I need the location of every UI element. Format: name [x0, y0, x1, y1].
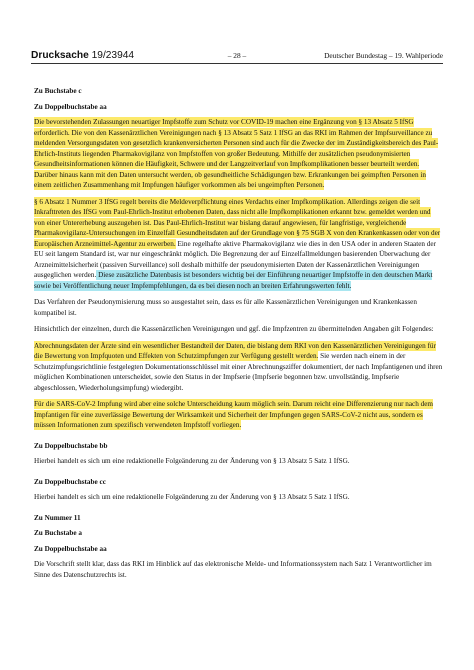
- page-header: [31, 49, 443, 64]
- plain-text: Sie werden nach einem in der Schutzimpfungsrichtlinie festgelegten Dokumentationsschlüssel mit einer Abrechnungsziffer dokumentiert, der nach Impfantigenen und ihren möglichen Kombinationen unterscheidet, sowie den Status in der Impfserie (Impfserie begonnen bzw. unvollständig, Impfserie abgeschlossen, Wiederholungsimpfung) wiedergibt.: [34, 352, 443, 392]
- plain-text: Eine regelhafte aktive Pharmakovigilanz wie dies in den USA oder in anderen Staaten der EU seit langem Standard ist, war nur eingeschränkt möglich. Die Begrenzung der auf Einzelfallmeldungen basierenden Überwachung der Arzneimittelsicherheit (passiven Surveillance) soll deshalb mithilfe der pseudonymisierten Daten der Kassenärztlichen Vereinigungen ausgeglichen werden.: [34, 239, 436, 279]
- heading: Zu Doppelbuchstabe cc: [34, 477, 106, 486]
- paragraph: Hinsichtlich der einzelnen, durch die Kassenärztlichen Vereinigungen und ggf. die Impfzentren zu übermittelnden Angaben gilt Folgendes:: [34, 325, 434, 333]
- paragraph: Hierbei handelt es sich um eine redaktionelle Folgeänderung zu der Änderung von § 13 Absatz 5 Satz 1 IfSG.: [34, 493, 350, 501]
- heading: Zu Nummer 11: [34, 513, 81, 522]
- document-body: [34, 86, 443, 586]
- heading: Zu Doppelbuchstabe aa: [34, 102, 107, 111]
- highlighted-text-blue: Diese zusätzliche Datenbasis ist besonders wichtig bei der Einführung neuartiger Impfstoffe in den deutschen Markt sowie bei Veröffentlichung neuer Impfempfehlungen, da es bei diesen noch an breiten Erfahrungswerten fehlt.: [34, 271, 433, 290]
- publisher: Deutscher Bundestag – 19. Wahlperiode: [324, 51, 443, 60]
- paragraph: [34, 341, 443, 394]
- paragraph: Die Vorschrift stellt klar, dass das RKI im Hinblick auf das elektronische Melde- und Informationssystem nach Satz 1 Verantwortlicher im Sinne des Datenschutzrechts ist.: [34, 560, 432, 579]
- paragraph: Hierbei handelt es sich um eine redaktionelle Folgeänderung zu der Änderung von § 13 Absatz 5 Satz 1 IfSG.: [34, 457, 350, 465]
- highlighted-text: Die bevorstehenden Zulassungen neuartiger Impfstoffe zum Schutz vor COVID-19 machen eine Ergänzung von § 13 Absatz 5 IfSG erforderlich. Die von den Kassenärztlichen Vereinigungen nach § 13 Absatz 5 Satz 1 IfSG an das RKI im Rahmen der Impfsurveillance zu meldenden Versorgungsdaten von gesetzlich krankenversicherten Personen sind auch für die Zwecke der im Zuständigkeitsbereich des Paul-Ehrlich-Instituts liegenden Pharmakovigilanz von Impfstoffen von großer Bedeutung. Mithilfe der zusätzlichen pseudonymisierten Gesundheitsinformationen können die Häufigkeit, Schwere und der Langzeitverlauf von Impfkomplikationen besser beurteilt werden. Darüber hinaus kann mit den Daten untersucht werden, ob gesundheitliche Schädigungen bzw. Erkrankungen bei geimpften Personen in einem zeitlichen Zusammenhang mit Impfungen häufiger vorkommen als bei ungeimpften Personen.: [34, 118, 439, 189]
- heading: Zu Doppelbuchstabe bb: [34, 441, 108, 450]
- highlighted-text: Abrechnungsdaten der Ärzte sind ein wesentlicher Bestandteil der Daten, die bislang dem RKI von den Kassenärztlichen Vereinigungen für die Bewertung von Impfquoten und Effekten von Schutzimpfungen zur Verfügung gestellt werden.: [34, 341, 436, 360]
- doc-label: Drucksache: [31, 50, 89, 61]
- heading: Zu Buchstabe c: [34, 87, 82, 95]
- highlighted-text: § 6 Absatz 1 Nummer 3 IfSG regelt bereits die Meldeverpflichtung eines Verdachts einer Impfkomplikation. Allerdings zeigen die seit Inkrafttreten des IfSG vom Paul-Ehrlich-Institut erhobenen Daten, dass nicht alle Impfkomplikationen erkannt bzw. gemeldet werden und von einer Untererhebung auszugehen ist. Das Paul-Ehrlich-Institut war bislang darauf angewiesen, für langfristige, vergleichende Pharmakovigilanz-Untersuchungen im Einzelfall Gesundheitsdaten auf der Grundlage von § 75 SGB X von den Krankenkassen oder von der Europäischen Arzneimittel-Agentur zu erwerben.: [34, 197, 441, 248]
- heading: Zu Doppelbuchstabe aa: [34, 544, 107, 553]
- heading: Zu Buchstabe a: [34, 529, 82, 537]
- highlighted-text: Für die SARS-CoV-2 Impfung wird aber eine solche Unterscheidung kaum möglich sein. Darum reicht eine Differenzierung nur nach dem Impfantigen für eine zuverlässige Bewertung der Wirksamkeit und Sicherheit der Impfungen gegen SARS-CoV-2 nicht aus, sondern es müssen Informationen zum spezifisch verwendeten Impfstoff vorliegen.: [34, 400, 433, 429]
- paragraph: Das Verfahren der Pseudonymisierung muss so ausgestaltet sein, dass es für alle Kassenärztlichen Vereinigungen und Krankenkassen kompatibel ist.: [34, 298, 417, 317]
- page-number: – 28 –: [227, 51, 247, 60]
- paragraph: [34, 399, 443, 431]
- paragraph: [34, 117, 443, 191]
- paragraph: [34, 197, 443, 292]
- doc-number: 19/23944: [91, 50, 135, 61]
